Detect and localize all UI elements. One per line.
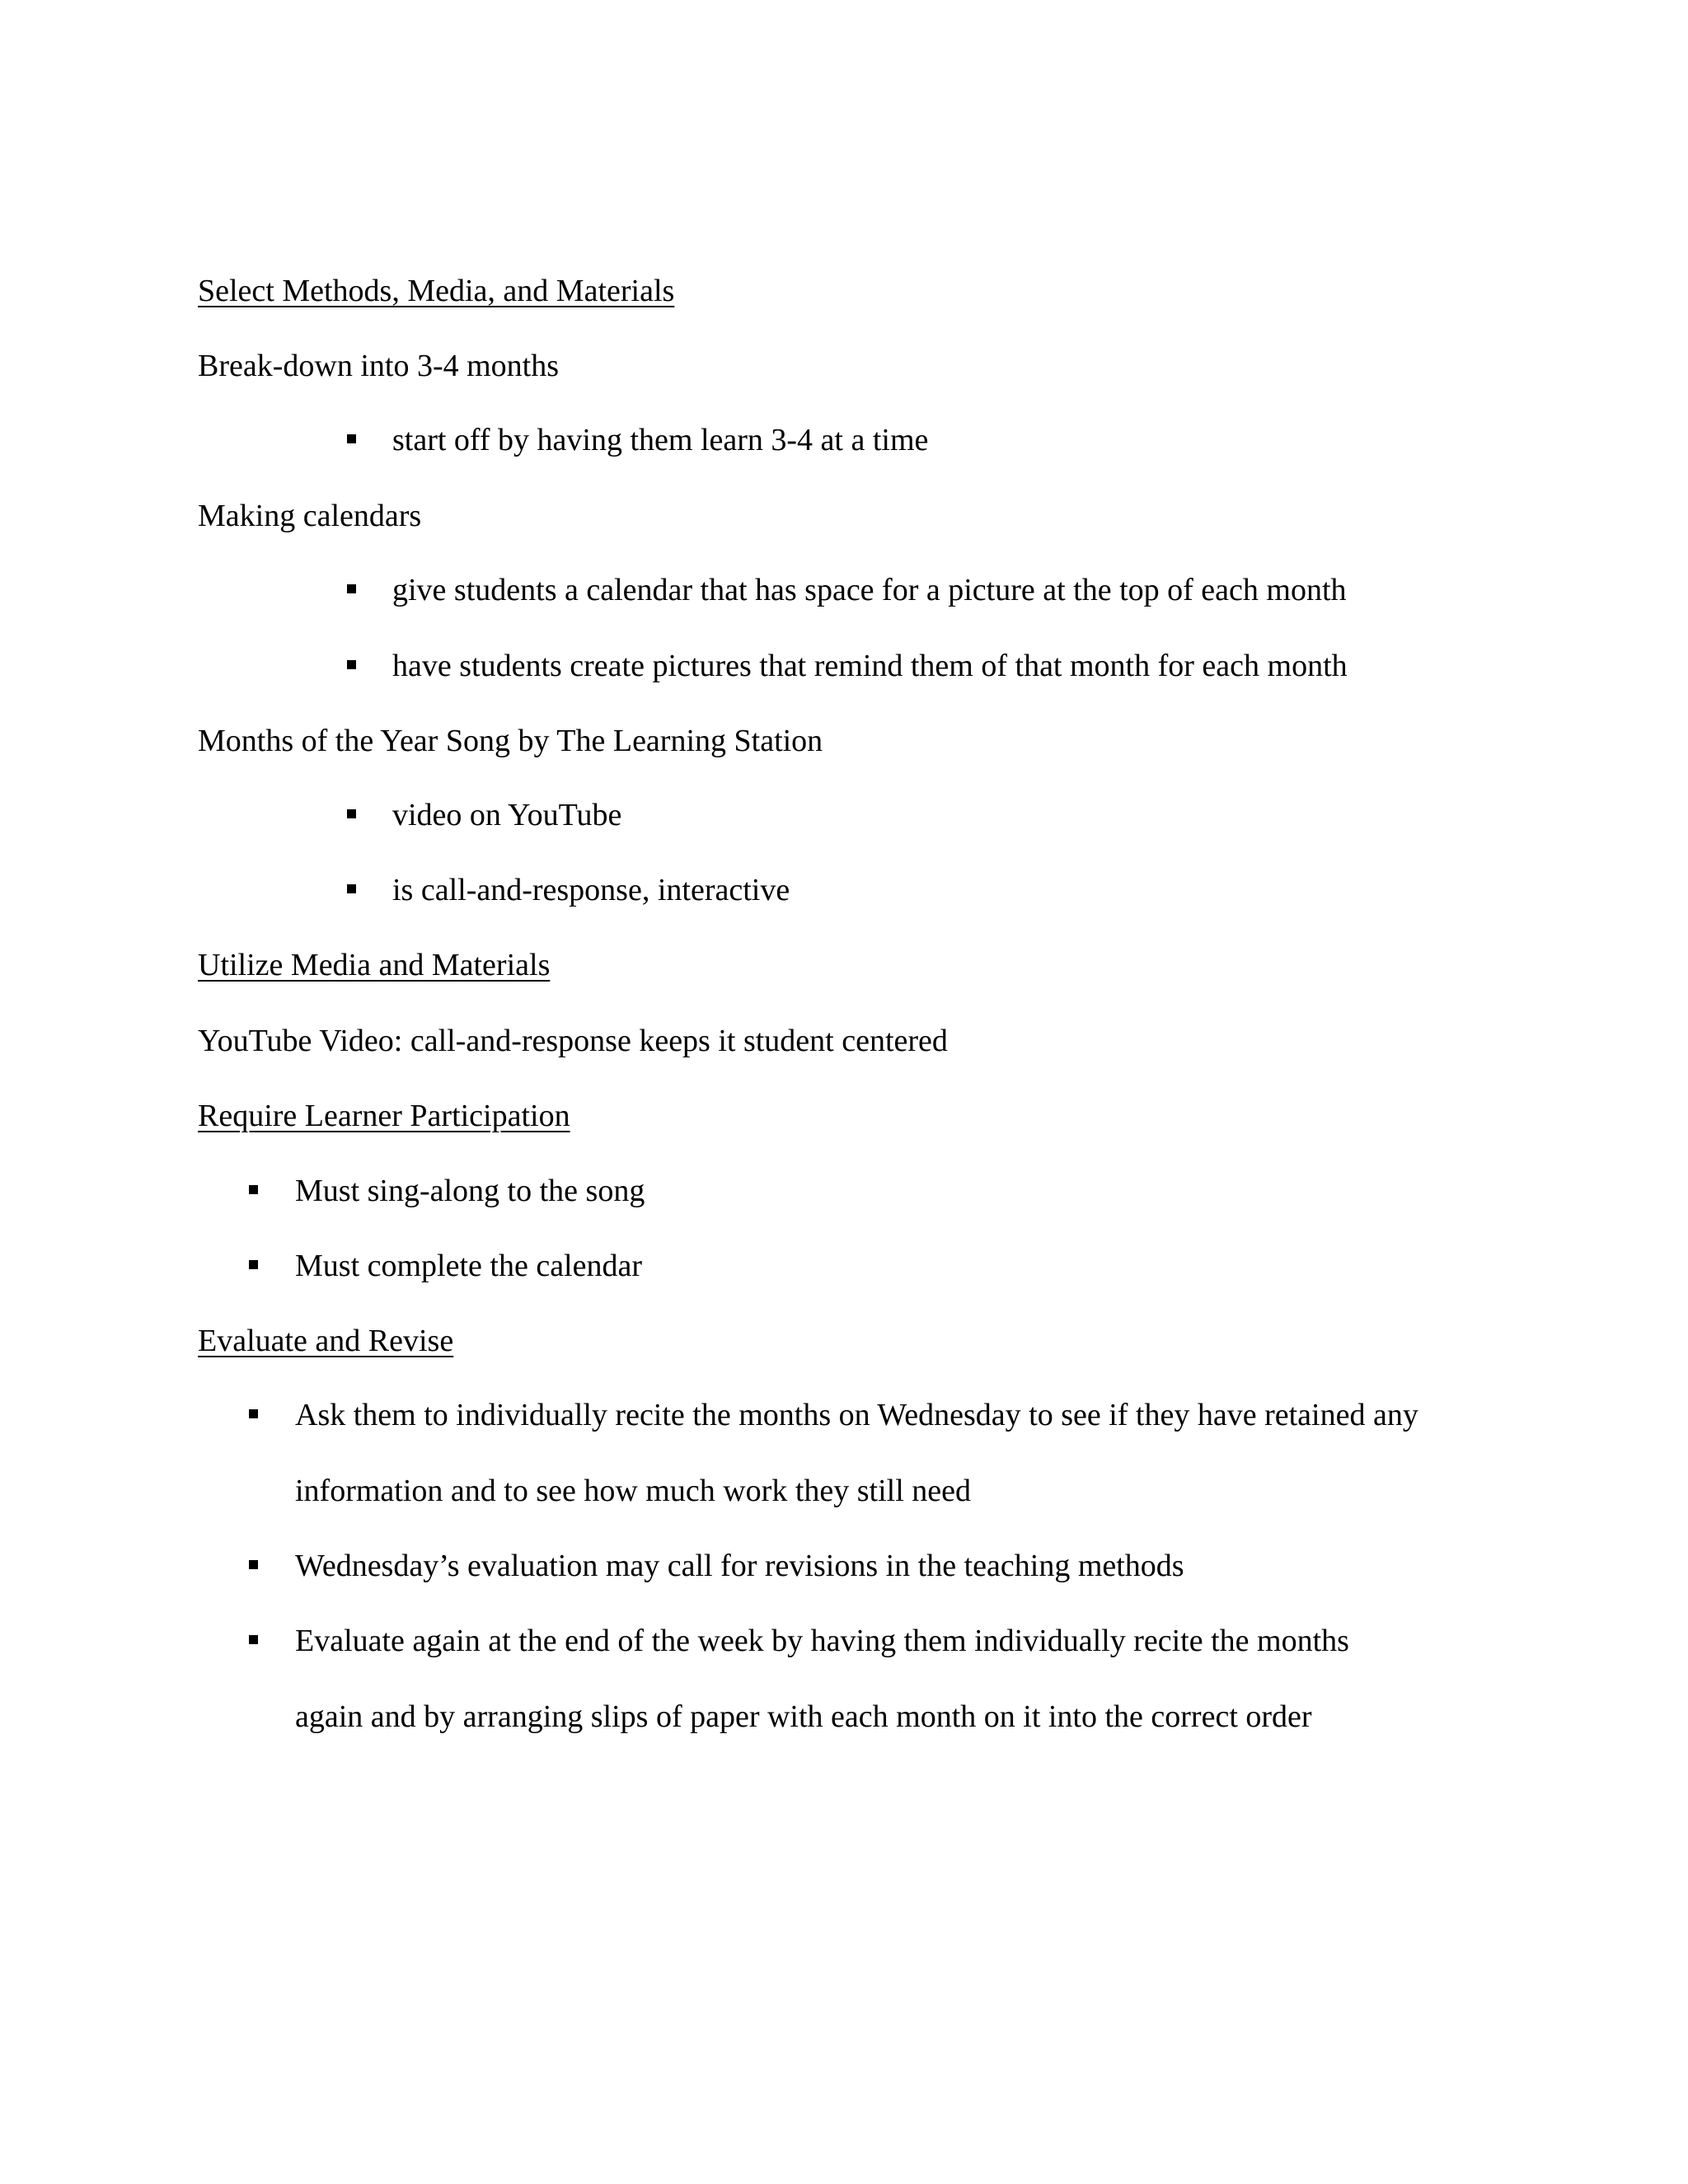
bullet-text-continued: again and by arranging slips of paper with each month on it into the correct order <box>295 1699 1312 1734</box>
bullet-text: video on YouTube <box>392 798 622 832</box>
bullet-text: Evaluate again at the end of the week by having them individually recite the months <box>295 1624 1349 1658</box>
bullet-text: Must complete the calendar <box>295 1249 643 1283</box>
square-bullet-icon <box>249 1409 258 1418</box>
item-breakdown: Break-down into 3-4 months <box>198 349 560 383</box>
square-bullet-icon <box>347 660 356 669</box>
square-bullet-icon <box>249 1635 258 1644</box>
square-bullet-icon <box>249 1560 258 1569</box>
item-making-calendars: Making calendars <box>198 499 422 533</box>
section-heading-utilize: Utilize Media and Materials <box>198 948 551 982</box>
item-song: Months of the Year Song by The Learning Station <box>198 724 823 758</box>
bullet-text: give students a calendar that has space for a picture at the top of each month <box>392 573 1347 607</box>
bullet-text: start off by having them learn 3-4 at a time <box>392 423 929 457</box>
square-bullet-icon <box>249 1185 258 1194</box>
bullet-text: is call-and-response, interactive <box>392 873 790 907</box>
square-bullet-icon <box>347 434 356 443</box>
square-bullet-icon <box>249 1260 258 1269</box>
bullet-text: have students create pictures that remind them of that month for each month <box>392 649 1348 683</box>
bullet-text: Ask them to individually recite the months on Wednesday to see if they have retained any <box>295 1398 1418 1432</box>
section-heading-require: Require Learner Participation <box>198 1099 570 1133</box>
bullet-text: Must sing-along to the song <box>295 1174 645 1208</box>
bullet-text-continued: information and to see how much work they still need <box>295 1474 971 1508</box>
square-bullet-icon <box>347 884 356 893</box>
section-heading-evaluate: Evaluate and Revise <box>198 1324 454 1358</box>
section-heading-select: Select Methods, Media, and Materials <box>198 274 675 308</box>
utilize-text: YouTube Video: call-and-response keeps it student centered <box>198 1024 948 1058</box>
square-bullet-icon <box>347 809 356 818</box>
square-bullet-icon <box>347 584 356 593</box>
bullet-text: Wednesday’s evaluation may call for revisions in the teaching methods <box>295 1549 1184 1583</box>
